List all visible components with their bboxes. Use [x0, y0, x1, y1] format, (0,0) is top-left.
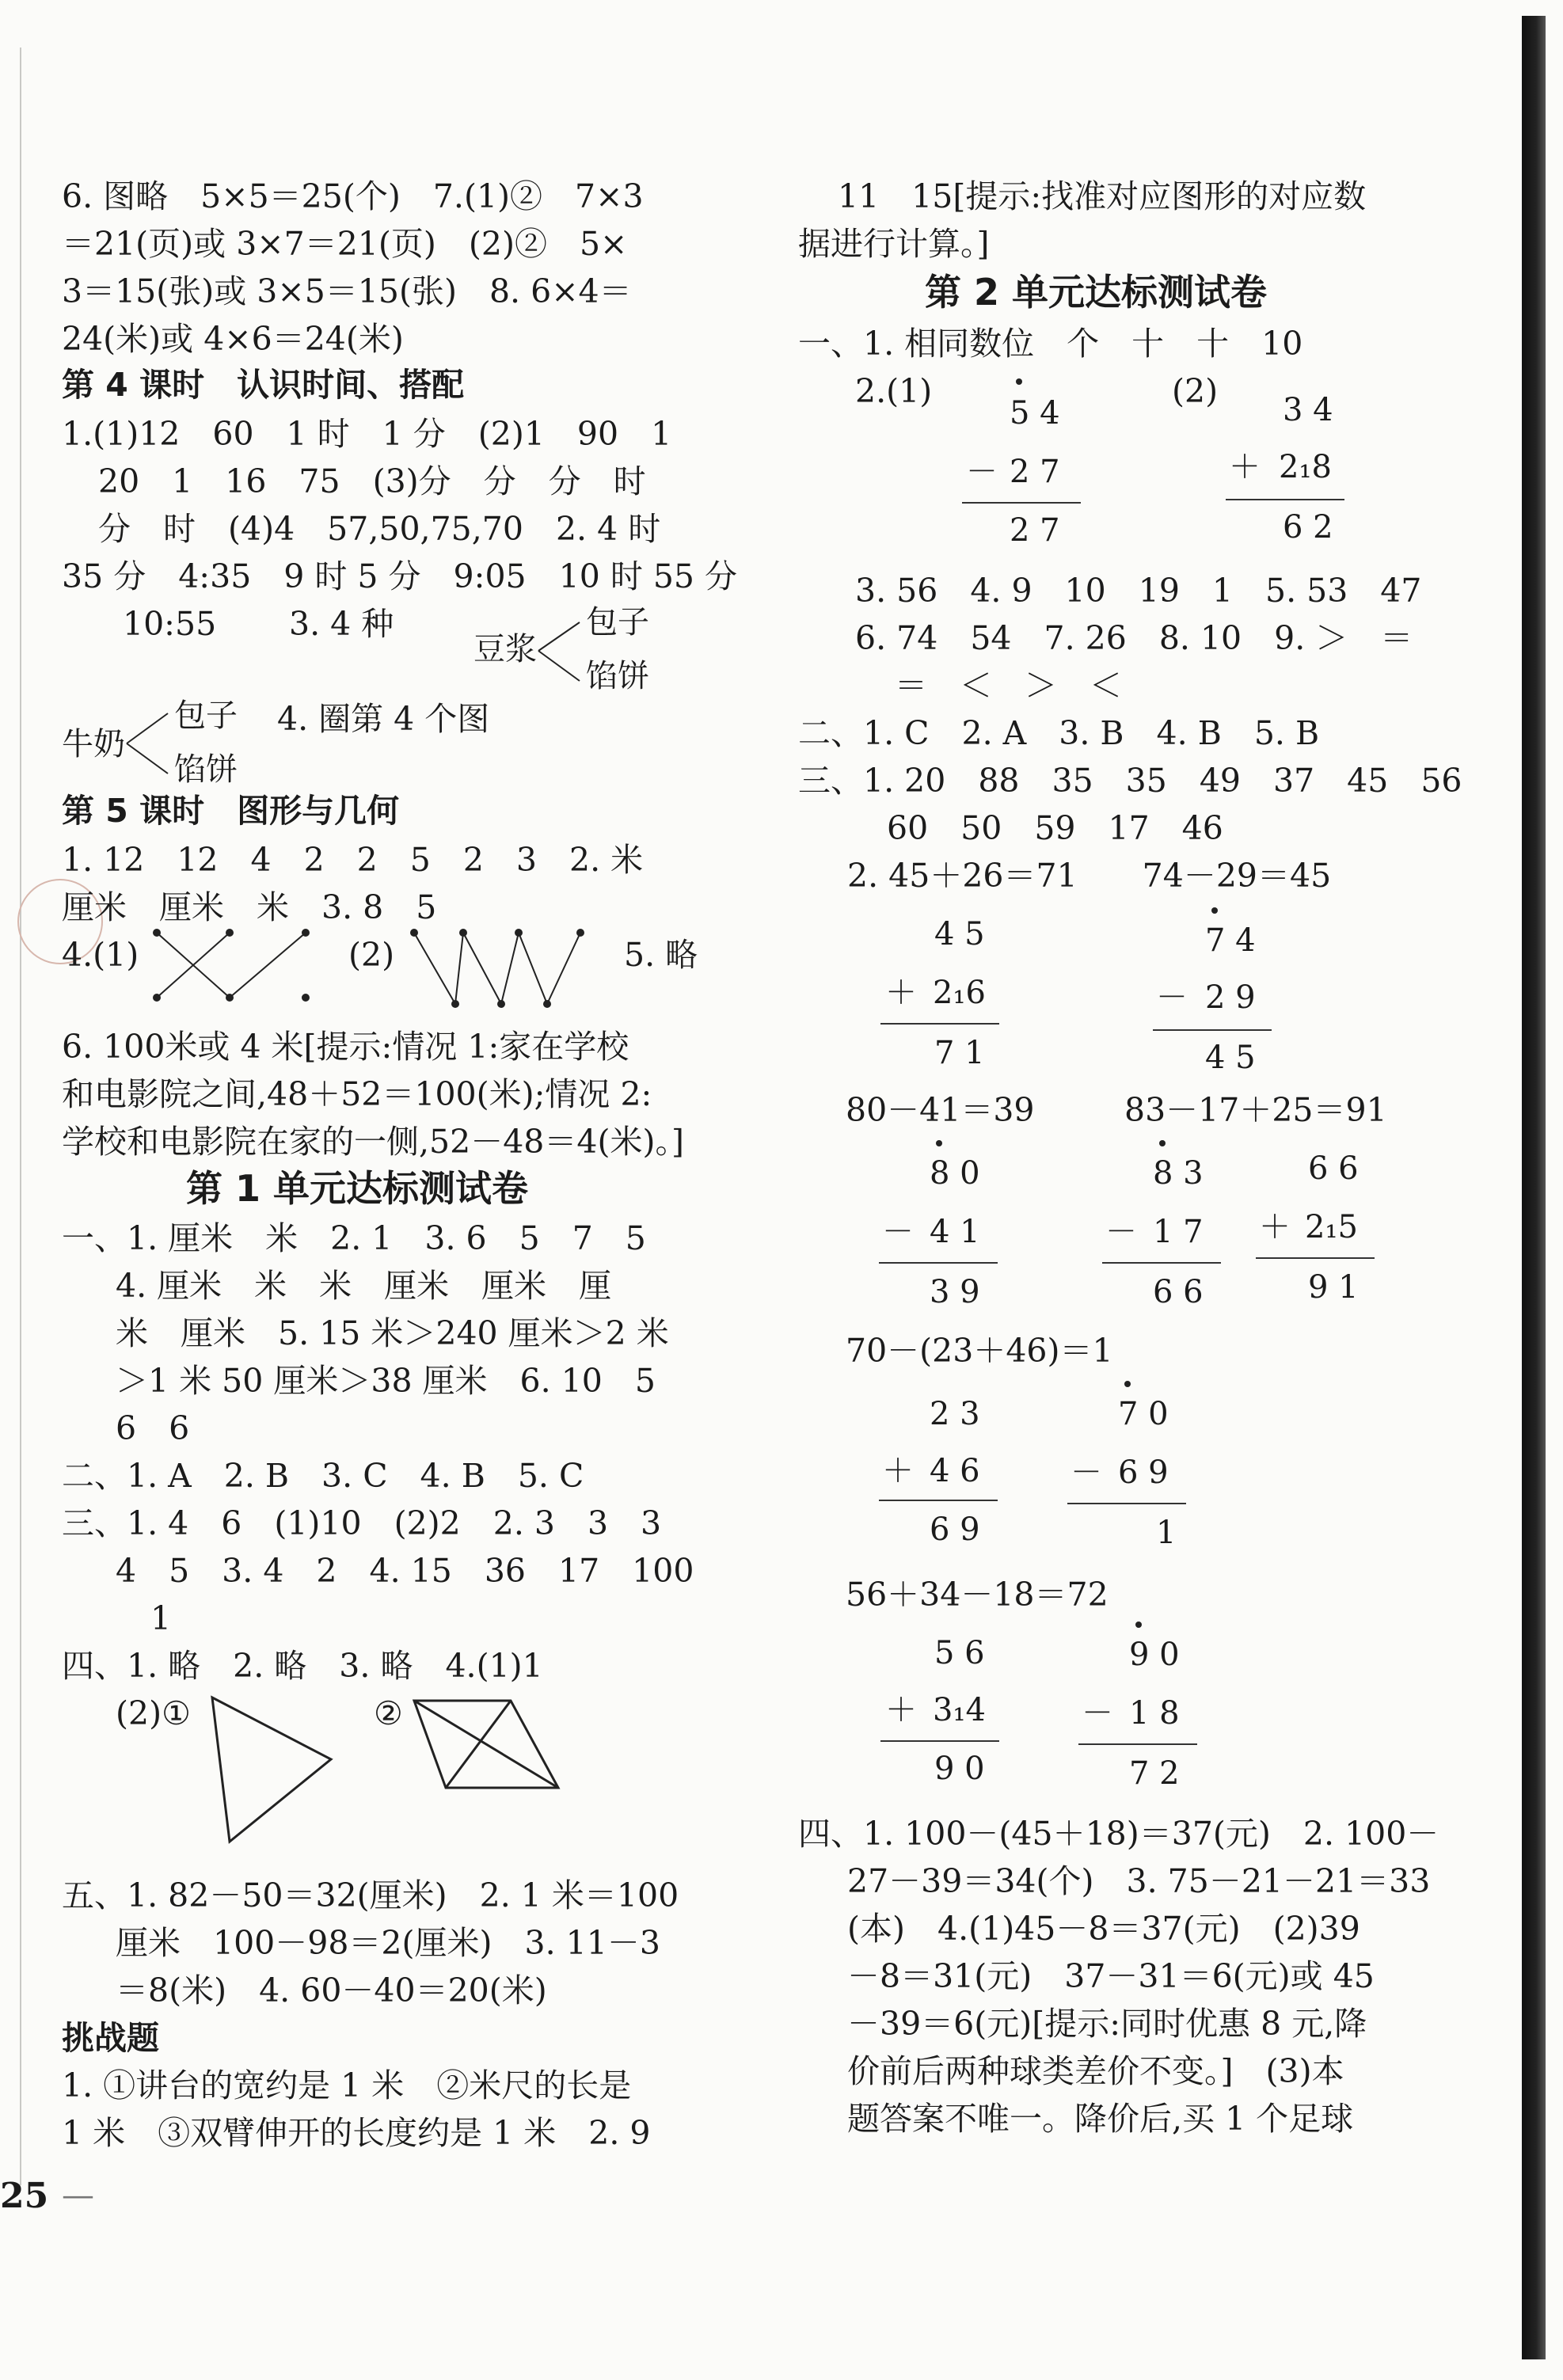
calc-operand: 6 6: [1308, 1150, 1359, 1187]
answer-line: 10:55: [123, 605, 217, 643]
lesson-heading: 第 5 课时 图形与几何: [62, 792, 400, 830]
calc-operator: ＋: [885, 1692, 917, 1728]
calc-operand: 3₁4: [933, 1692, 986, 1728]
calc-rule: [1067, 1503, 1186, 1504]
calc-rule: [879, 1500, 998, 1501]
calc-rule: [880, 1740, 999, 1742]
match-label: 馅饼: [586, 658, 649, 694]
answer-line: 3. 56 4. 9 10 19 1 5. 53 47: [855, 572, 1422, 610]
answer-line: 一、1. 厘米 米 2. 1 3. 6 5 7 5: [62, 1219, 646, 1257]
answer-line: ②: [374, 1694, 403, 1732]
calc-operand: 5 4: [1010, 395, 1060, 432]
calc-rule: [1256, 1257, 1375, 1259]
calc-result: 7 2: [1129, 1755, 1180, 1792]
answer-line: 1. 12 12 4 2 2 5 2 3 2. 米: [62, 841, 644, 879]
match-label: 豆浆: [473, 631, 537, 667]
calc-operator: －: [1156, 979, 1188, 1016]
answer-line: 1: [150, 1599, 172, 1637]
lesson-heading: 第 4 课时 认识时间、搭配: [62, 366, 465, 404]
calc-operand: 2₁8: [1279, 449, 1332, 485]
calc-operand: 2₁6: [933, 975, 986, 1011]
carry-dot: [1159, 1140, 1166, 1146]
calc-rule: [962, 502, 1081, 504]
answer-line: (2)①: [116, 1694, 191, 1732]
calc-rule: [880, 1023, 999, 1025]
answer-line: 83－17＋25＝91: [1124, 1091, 1387, 1129]
calc-operand: 6 9: [1118, 1454, 1169, 1491]
calc-result: 7 1: [934, 1035, 985, 1071]
answer-line: 4 5 3. 4 2 4. 15 36 17 100: [116, 1552, 694, 1590]
answer-line: －8＝31(元) 37－31＝6(元)或 45: [847, 1957, 1375, 1995]
calc-operand: 2 7: [1010, 454, 1060, 490]
answer-line: 24(米)或 4×6＝24(米): [62, 320, 404, 358]
answer-line: 三、1. 4 6 (1)10 (2)2 2. 3 3 3: [62, 1504, 662, 1542]
book-spine-shadow: [1522, 16, 1546, 2359]
answer-line: 四、1. 100－(45＋18)＝37(元) 2. 100－: [798, 1815, 1439, 1853]
answer-line: 价前后两种球类差价不变。] (3)本: [847, 2052, 1344, 2090]
answer-line: (2): [348, 936, 395, 974]
calc-operand: 4 1: [930, 1214, 980, 1250]
challenge-heading: 挑战题: [62, 2019, 159, 2057]
match-label: 牛奶: [62, 726, 125, 762]
answer-line: 三、1. 20 88 35 35 49 37 45 56: [798, 762, 1462, 800]
page-number-dash: —: [62, 2176, 94, 2214]
answer-line: (本) 4.(1)45－8＝37(元) (2)39: [847, 1910, 1360, 1948]
answer-line: 据进行计算。]: [798, 225, 990, 263]
calc-operand: 2₁5: [1305, 1209, 1358, 1245]
connect-dots-figure-2: [408, 926, 590, 1013]
answer-line: 厘米 100－98＝2(厘米) 3. 11－3: [116, 1924, 660, 1962]
answer-line: 五、1. 82－50＝32(厘米) 2. 1 米＝100: [62, 1876, 679, 1914]
answer-line: 11 15[提示:找准对应图形的对应数: [838, 177, 1367, 215]
quadrilateral-figure: [408, 1694, 566, 1797]
answer-line: 二、1. A 2. B 3. C 4. B 5. C: [62, 1457, 584, 1495]
margin-line: [20, 48, 21, 2185]
match-label: 包子: [174, 698, 238, 734]
answer-line: 1. ①讲台的宽约是 1 米 ②米尺的长是: [62, 2066, 632, 2104]
calc-operand: 4 5: [934, 916, 985, 952]
answer-line: 2. 45＋26＝71 74－29＝45: [847, 857, 1332, 895]
answer-line: ＝21(页)或 3×7＝21(页) (2)② 5×: [62, 225, 628, 263]
page-number: 25: [0, 2176, 49, 2216]
calc-operator: －: [966, 454, 998, 490]
answer-line: 一、1. 相同数位 个 十 十 10: [798, 325, 1303, 363]
answer-line: ＝8(米) 4. 60－40＝20(米): [116, 1971, 547, 2009]
calc-rule: [1078, 1743, 1197, 1745]
answer-line: 80－41＝39: [846, 1091, 1035, 1129]
carry-dot: [1124, 1381, 1131, 1387]
answer-line: 35 分 4:35 9 时 5 分 9:05 10 时 55 分: [62, 557, 738, 595]
answer-line: 4. 圈第 4 个图: [277, 700, 490, 738]
answer-line: 4. 厘米 米 米 厘米 厘米 厘: [116, 1267, 612, 1305]
answer-line: 和电影院之间,48＋52＝100(米);情况 2:: [62, 1075, 652, 1113]
calc-operand: 1 8: [1129, 1695, 1180, 1732]
carry-dot: [1211, 907, 1218, 914]
calc-operator: ＋: [1259, 1209, 1291, 1245]
answer-line: 题答案不唯一。降价后,买 1 个足球: [847, 2100, 1354, 2138]
answer-line: 学校和电影院在家的一侧,52－48＝4(米)。]: [62, 1123, 684, 1161]
unit-test-heading: 第 1 单元达标测试卷: [186, 1167, 529, 1210]
answer-line: －39＝6(元)[提示:同时优惠 8 元,降: [847, 2005, 1367, 2043]
calc-result: 9 0: [934, 1751, 985, 1787]
calc-operand: 2 3: [930, 1396, 980, 1432]
calc-result: 6 2: [1283, 509, 1333, 546]
carry-dot: [1016, 378, 1022, 385]
calc-result: 1: [1156, 1515, 1177, 1551]
answer-line: ＝ ＜ ＞ ＜: [895, 667, 1122, 705]
calc-rule: [1153, 1029, 1272, 1031]
calc-operand: 7 4: [1205, 922, 1256, 959]
answer-line: 6. 100米或 4 米[提示:情况 1:家在学校: [62, 1028, 629, 1066]
calc-operator: ＋: [882, 1453, 914, 1489]
answer-line: 20 1 16 75 (3)分 分 分 时: [98, 462, 646, 500]
carry-dot: [1135, 1622, 1142, 1628]
answer-line: 3＝15(张)或 3×5＝15(张) 8. 6×4＝: [62, 272, 632, 310]
calc-operator: －: [1071, 1454, 1102, 1491]
answer-line: 1.(1)12 60 1 时 1 分 (2)1 90 1: [62, 415, 672, 453]
calc-result: 6 6: [1153, 1274, 1204, 1310]
answer-line: 5. 略: [624, 936, 698, 974]
answer-line: 米 厘米 5. 15 米＞240 厘米＞2 米: [116, 1314, 669, 1352]
answer-line: 厘米 厘米 米 3. 8 5: [62, 888, 437, 926]
answer-line: 3. 4 种: [289, 605, 394, 643]
answer-line: 4.(1): [62, 936, 139, 974]
calc-operand: 4 6: [930, 1453, 980, 1489]
calc-operand: 8 0: [930, 1155, 980, 1192]
triangle-figure: [206, 1694, 340, 1853]
calc-result: 9 1: [1308, 1269, 1359, 1306]
match-label: 馅饼: [174, 751, 238, 788]
answer-line: 6. 图略 5×5＝25(个) 7.(1)② 7×3: [62, 177, 644, 215]
match-label: 包子: [586, 604, 649, 641]
calc-operand: 9 0: [1129, 1637, 1180, 1673]
calc-operand: 2 9: [1205, 979, 1256, 1016]
calc-operator: －: [1105, 1214, 1137, 1250]
calc-result: 6 9: [930, 1511, 980, 1548]
answer-line: 分 时 (4)4 57,50,75,70 2. 4 时: [98, 510, 661, 548]
match-lines: [538, 618, 586, 689]
connect-dots-figure-1: [150, 926, 325, 1006]
calc-operand: 3 4: [1283, 392, 1333, 428]
calc-operand: 8 3: [1153, 1155, 1204, 1192]
calc-operator: ＋: [1229, 449, 1261, 485]
answer-line: 27－39＝34(个) 3. 75－21－21＝33: [847, 1862, 1431, 1900]
calc-rule: [1102, 1262, 1221, 1264]
calc-operator: －: [882, 1214, 914, 1250]
calc-result: 4 5: [1205, 1040, 1256, 1076]
answer-line: 6 6: [116, 1409, 190, 1447]
answer-line: 1 米 ③双臂伸开的长度约是 1 米 2. 9: [62, 2114, 651, 2152]
calc-operand: 5 6: [934, 1635, 985, 1671]
calc-operand: 7 0: [1118, 1396, 1169, 1432]
answer-line: 二、1. C 2. A 3. B 4. B 5. B: [798, 714, 1320, 752]
answer-line: ＞1 米 50 厘米＞38 厘米 6. 10 5: [116, 1362, 656, 1400]
calc-result: 3 9: [930, 1274, 980, 1310]
answer-line: 56＋34－18＝72: [846, 1576, 1109, 1614]
calc-rule: [879, 1262, 998, 1264]
carry-dot: [936, 1140, 942, 1146]
answer-line: 70－(23＋46)＝1: [846, 1332, 1113, 1370]
calc-operand: 1 7: [1153, 1214, 1204, 1250]
unit-test-heading: 第 2 单元达标测试卷: [925, 271, 1268, 314]
calc-result: 2 7: [1010, 512, 1060, 549]
answer-line: 60 50 59 17 46: [887, 809, 1223, 847]
calc-operator: －: [1082, 1695, 1113, 1732]
calc-rule: [1226, 499, 1344, 500]
answer-line: 2.(1): [855, 372, 933, 410]
answer-line: 四、1. 略 2. 略 3. 略 4.(1)1: [62, 1647, 543, 1685]
answer-line: 6. 74 54 7. 26 8. 10 9. ＞ ＝: [855, 619, 1413, 657]
answer-line: (2): [1172, 372, 1219, 410]
match-lines: [127, 709, 174, 780]
calc-operator: ＋: [885, 975, 917, 1011]
